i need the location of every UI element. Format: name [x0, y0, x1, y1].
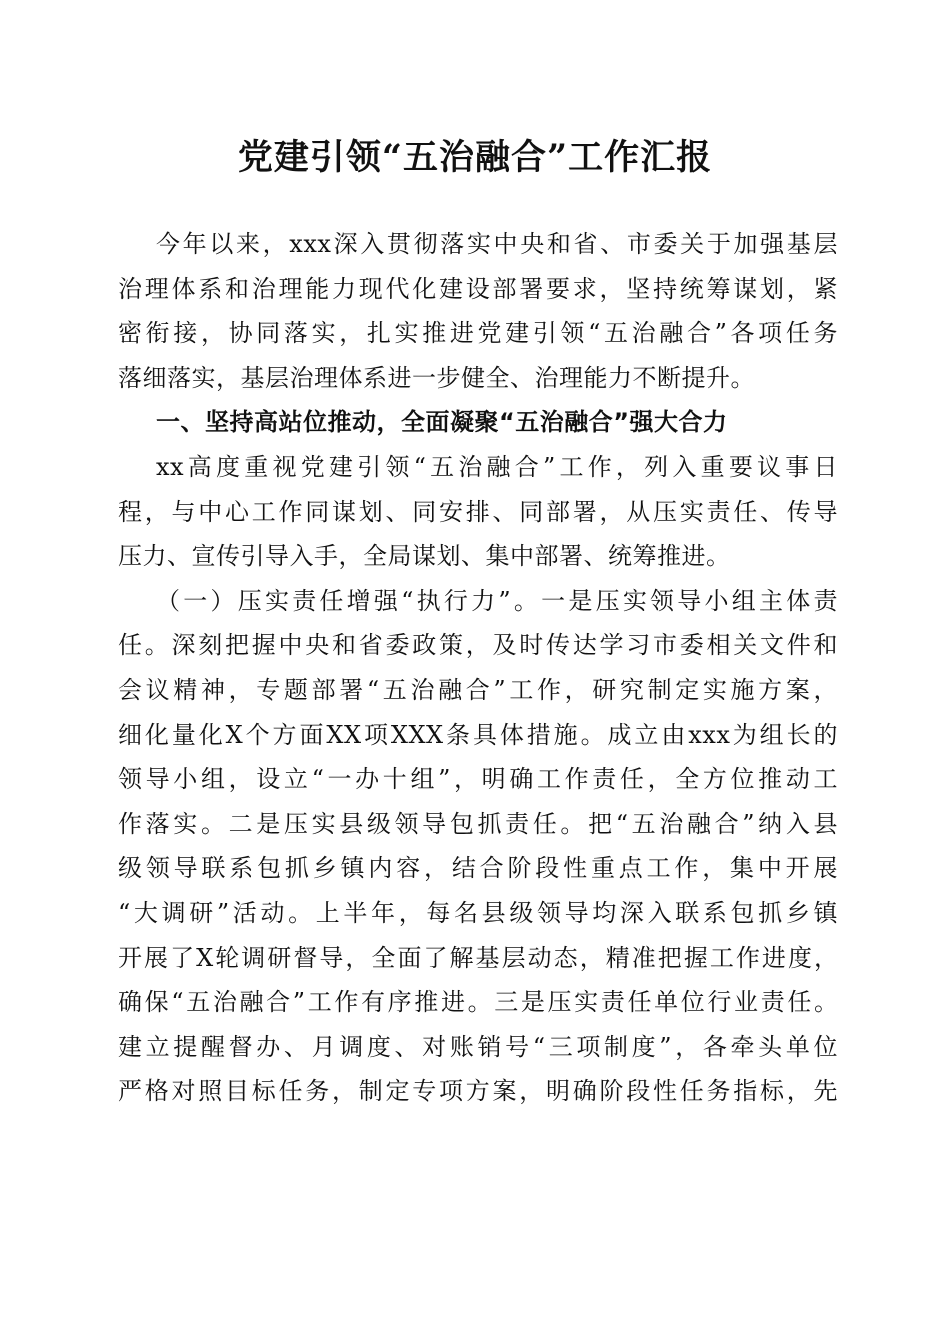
paragraph-line: 建立提醒督办、月调度、对账销号“三项制度”，各牵头单位	[118, 1032, 838, 1061]
document-title: 党建引领“五治融合”工作汇报	[237, 137, 713, 178]
paragraph-line: 严格对照目标任务，制定专项方案，明确阶段性任务指标，先	[118, 1077, 838, 1106]
paragraph-line: 开展了X轮调研督导，全面了解基层动态，精准把握工作进度，	[118, 943, 838, 972]
paragraph-line: 治理体系和治理能力现代化建设部署要求，坚持统筹谋划，紧	[118, 274, 838, 303]
paragraph-line: 今年以来，xxx深入贯彻落实中央和省、市委关于加强基层	[156, 230, 838, 258]
paragraph-line: 领导小组，设立“一办十组”，明确工作责任，全方位推动工	[118, 765, 838, 794]
document-body	[118, 222, 838, 1114]
paragraph-line: 密衔接，协同落实，扎实推进党建引领“五治融合”各项任务	[118, 319, 838, 348]
paragraph-line: 会议精神，专题部署“五治融合”工作，研究制定实施方案，	[118, 675, 838, 704]
paragraph-line: 落细落实，基层治理体系进一步健全、治理能力不断提升。	[118, 363, 755, 392]
paragraph-line: 程，与中心工作同谋划、同安排、同部署，从压实责任、传导	[118, 497, 838, 526]
paragraph-line: 压力、宣传引导入手，全局谋划、集中部署、统筹推进。	[118, 542, 731, 571]
paragraph-line: 细化量化X个方面XX项XXX条具体措施。成立由xxx为组长的	[118, 720, 838, 749]
paragraph-line: 级领导联系包抓乡镇内容，结合阶段性重点工作，集中开展	[118, 854, 838, 883]
paragraph-line: 确保“五治融合”工作有序推进。三是压实责任单位行业责任。	[118, 988, 838, 1017]
section-heading: 一、坚持高站位推动，全面凝聚“五治融合”强大合力	[156, 408, 728, 437]
paragraph-line: （一）压实责任增强“执行力”。一是压实领导小组主体责	[156, 586, 838, 615]
paragraph-line: 作落实。二是压实县级领导包抓责任。把“五治融合”纳入县	[118, 809, 838, 838]
paragraph-line: xx高度重视党建引领“五治融合”工作，列入重要议事日	[156, 452, 838, 481]
paragraph-line: 任。深刻把握中央和省委政策，及时传达学习市委相关文件和	[118, 631, 838, 660]
paragraph-line: “大调研”活动。上半年，每名县级领导均深入联系包抓乡镇	[118, 898, 838, 927]
